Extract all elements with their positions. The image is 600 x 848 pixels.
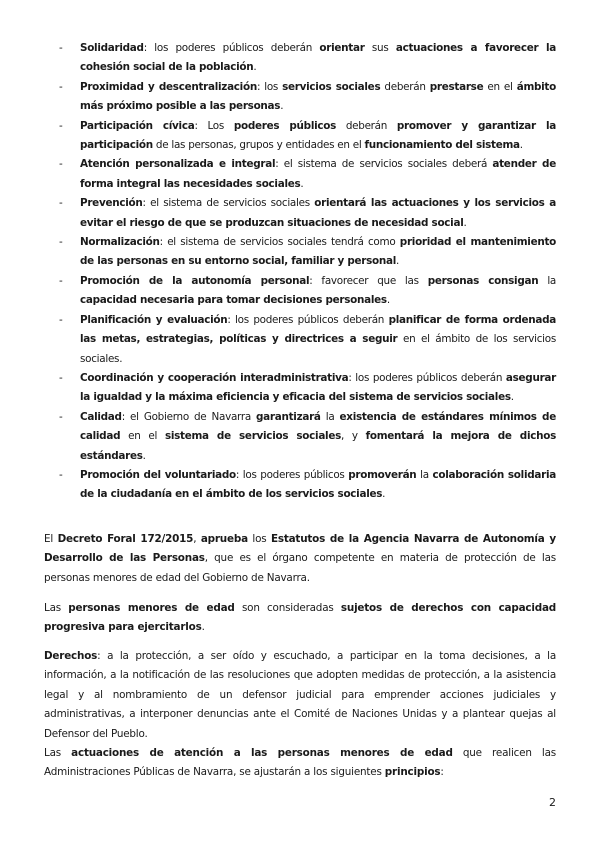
text-run: en el ámbito de los servicios sociales. <box>80 333 557 365</box>
text-run: de las personas, grupos y entidades en el <box>152 139 365 152</box>
text-run: . <box>463 216 467 229</box>
text-run: : el Gobierno de Navarra <box>121 410 257 423</box>
text-run: deberán <box>380 80 430 93</box>
list-item <box>59 194 556 233</box>
bold-text: existencia de estándares mínimos de calidad <box>80 410 556 443</box>
list-item <box>59 466 556 505</box>
text-run: : a la protección, a ser oído y escuchado, a participar en la toma decisiones, a la información, a la notificación de las resoluciones que adopten medidas de protección, a la asistencia legal y al nombramiento de un defensor judicial para emprender acciones judiciales y administrativas, a interponer denuncias ante el Comité de Naciones Unidas y a plantear quejas al Defensor del Pueblo. <box>44 650 556 740</box>
text-run: Las <box>44 602 69 614</box>
text-run: : el sistema de servicios sociales <box>142 197 315 210</box>
bold-text: actuaciones de atención a las personas menores de edad <box>71 747 453 759</box>
text-run: que realicen las Administraciones Públicas de Navarra, se ajustarán a los siguientes <box>44 747 556 779</box>
list-item-text <box>80 81 556 112</box>
text-run: : los poderes públicos deberán <box>143 42 320 54</box>
text-run: . <box>253 61 257 74</box>
list-item-text <box>80 42 556 73</box>
text-run: la <box>416 468 433 481</box>
bold-text: Decreto Foral 172/2015 <box>57 533 194 545</box>
bold-text: Calidad <box>80 410 122 423</box>
text-run: : los poderes públicos deberán <box>348 371 506 384</box>
text-run: , <box>193 533 201 545</box>
bold-text: fomentará la mejora de dichos estándares <box>80 430 556 462</box>
bold-text: Proximidad y descentralización <box>80 80 257 93</box>
bold-text: Promoción de la autonomía personal <box>80 274 310 287</box>
bold-text: Derechos <box>44 650 98 662</box>
bold-text: Prevención <box>80 197 143 210</box>
list-item <box>59 311 556 369</box>
bold-text: personas consigan <box>427 274 539 287</box>
bullet-dash: - <box>59 313 63 326</box>
text-run: : Los <box>194 119 234 132</box>
bold-text: Planificación y evaluación <box>80 313 228 326</box>
text-run: la <box>538 274 557 287</box>
text-run: . <box>280 100 284 113</box>
text-run: Las <box>44 747 72 759</box>
bold-text: actuaciones a favorecer la cohesión social de la población <box>80 42 556 74</box>
bold-text: atender de forma integral las necesidades sociales <box>80 158 556 190</box>
text-run: en el <box>120 430 165 443</box>
actuaciones-paragraph <box>44 744 556 783</box>
bold-text: orientará las actuaciones y los servicios a evitar el riesgo de que se produzcan situaciones de necesidad social <box>80 197 556 229</box>
text-run: : <box>440 766 444 779</box>
text-run: , y <box>341 430 366 443</box>
bold-text: colaboración solidaria de la ciudadanía en el ámbito de los servicios sociales <box>80 468 556 501</box>
bold-text: promover y garantizar la participación <box>80 119 556 152</box>
text-run: . <box>382 488 386 501</box>
text-run: deberán <box>336 119 397 132</box>
list-item <box>59 155 556 194</box>
bullet-dash: - <box>59 42 63 54</box>
bold-text: sistema de servicios sociales <box>164 430 342 443</box>
list-item-text <box>80 197 556 228</box>
text-run: : los poderes públicos <box>235 468 349 481</box>
text-run: son consideradas <box>234 602 341 614</box>
bold-text: prioridad el mantenimiento de las personas en su entorno social, familiar y personal <box>80 236 557 268</box>
list-item <box>59 117 556 156</box>
text-run: . <box>396 255 400 268</box>
list-item-text <box>80 469 556 500</box>
list-item-text <box>80 120 556 151</box>
bold-text: capacidad necesaria para tomar decisiones personales <box>80 294 387 307</box>
bold-text: sujetos de derechos con capacidad progresiva para ejercitarlos <box>44 602 556 634</box>
menores-paragraph <box>44 599 556 638</box>
text-run: en el <box>483 80 517 93</box>
list-item <box>59 369 556 408</box>
bold-text: planificar de forma ordenada las metas, estrategias, políticas y directrices a seguir <box>80 313 556 346</box>
derechos-paragraph <box>44 647 556 744</box>
text-run: . <box>300 177 304 190</box>
bold-text: Participación cívica <box>80 119 195 132</box>
text-run: : favorecer que las <box>309 274 428 287</box>
bold-text: asegurar la igualdad y la máxima eficiencia y eficacia del sistema de servicios sociales <box>80 371 556 404</box>
text-run: los <box>247 533 271 545</box>
text-run: . <box>386 294 390 307</box>
bullet-dash: - <box>59 274 63 287</box>
list-item-text <box>80 372 556 403</box>
bullet-dash: - <box>59 119 63 132</box>
text-run: : los poderes públicos deberán <box>227 313 389 326</box>
text-run: la <box>320 410 340 423</box>
list-item <box>59 78 556 117</box>
text-run: : el sistema de servicios sociales tendrá como <box>159 236 400 249</box>
list-item-text <box>80 314 556 365</box>
bold-text: Atención personalizada e integral <box>80 158 276 171</box>
page-number: 2 <box>549 796 556 809</box>
bold-text: aprueba <box>200 533 248 545</box>
principles-list <box>59 39 556 505</box>
bold-text: servicios sociales <box>282 80 381 93</box>
list-item-text <box>80 158 556 189</box>
text-run: . <box>519 139 523 152</box>
bold-text: Normalización <box>80 236 160 249</box>
bullet-dash: - <box>59 197 63 210</box>
bold-text: Estatutos de la Agencia Navarra de Autonomía y Desarrollo de las Personas <box>44 533 556 565</box>
bold-text: prestarse <box>429 80 484 93</box>
bold-text: garantizará <box>256 410 321 423</box>
text-run: , que es el órgano competente en materia de protección de las personas menores de edad del Gobierno de Navarra. <box>44 552 557 584</box>
text-run: El <box>44 533 58 545</box>
text-run: . <box>201 621 205 634</box>
decreto-paragraph <box>44 530 556 588</box>
bullet-dash: - <box>59 371 63 384</box>
list-item <box>59 272 556 311</box>
text-run: : los <box>256 80 283 93</box>
list-item-text <box>80 411 556 462</box>
list-item <box>59 408 556 466</box>
bold-text: personas menores de edad <box>68 602 235 614</box>
text-run: . <box>510 391 514 404</box>
bold-text: promoverán <box>348 468 417 481</box>
bold-text: orientar <box>319 42 365 54</box>
list-item-text <box>80 275 556 306</box>
bold-text: Coordinación y cooperación interadministrativa <box>80 371 349 384</box>
list-item-text <box>80 236 556 267</box>
text-run: : el sistema de servicios sociales deberá <box>275 158 493 171</box>
bold-text: ámbito más próximo posible a las personas <box>80 80 556 113</box>
bold-text: principios <box>384 766 441 779</box>
text-run: . <box>142 449 146 462</box>
list-item <box>59 39 556 78</box>
bullet-dash: - <box>59 468 63 481</box>
bold-text: funcionamiento del sistema <box>364 139 520 152</box>
bold-text: Solidaridad <box>80 42 144 54</box>
bold-text: Promoción del voluntariado <box>80 468 236 481</box>
bold-text: poderes públicos <box>233 119 337 132</box>
bullet-dash: - <box>59 158 63 171</box>
text-run: sus <box>364 42 396 54</box>
list-item <box>59 233 556 272</box>
bullet-dash: - <box>59 236 63 249</box>
bullet-dash: - <box>59 80 63 93</box>
bullet-dash: - <box>59 410 63 423</box>
